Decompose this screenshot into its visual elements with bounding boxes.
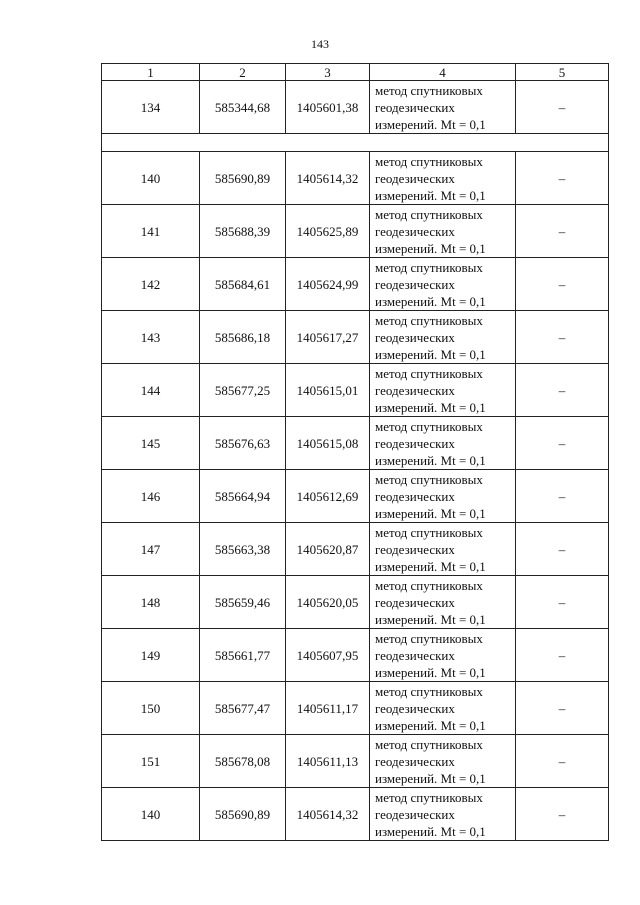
method-line: измерений. Mt = 0,1: [375, 505, 486, 521]
y-coordinate-cell: 1405620,87: [286, 523, 370, 576]
x-coordinate-cell: 585690,89: [200, 788, 286, 841]
method-cell: [370, 81, 516, 134]
method-cell: [370, 311, 516, 364]
method-line: геодезических: [375, 435, 455, 451]
table-row: [102, 576, 609, 629]
y-coordinate-cell: 1405615,08: [286, 417, 370, 470]
method-line: измерений. Mt = 0,1: [375, 770, 486, 786]
note-cell: –: [516, 629, 609, 682]
y-coordinate-cell: 1405625,89: [286, 205, 370, 258]
table-row: [102, 258, 609, 311]
note-cell: –: [516, 788, 609, 841]
method-line: геодезических: [375, 329, 455, 345]
coordinates-table: [101, 63, 609, 841]
x-coordinate-cell: 585678,08: [200, 735, 286, 788]
note-cell: –: [516, 81, 609, 134]
method-line: измерений. Mt = 0,1: [375, 717, 486, 733]
method-line: метод спутниковых: [375, 630, 483, 646]
table-body: [102, 64, 609, 841]
note-cell: –: [516, 735, 609, 788]
point-id-cell: 144: [102, 364, 200, 417]
method-line: измерений. Mt = 0,1: [375, 611, 486, 627]
table-row: [102, 311, 609, 364]
column-header: 2: [200, 64, 286, 81]
method-cell: [370, 523, 516, 576]
y-coordinate-cell: 1405620,05: [286, 576, 370, 629]
point-id-cell: 141: [102, 205, 200, 258]
y-coordinate-cell: 1405607,95: [286, 629, 370, 682]
method-line: метод спутниковых: [375, 206, 483, 222]
table-header-row: [102, 64, 609, 81]
table-row: [102, 152, 609, 205]
method-line: метод спутниковых: [375, 683, 483, 699]
method-line: геодезических: [375, 700, 455, 716]
y-coordinate-cell: 1405611,13: [286, 735, 370, 788]
method-line: измерений. Mt = 0,1: [375, 293, 486, 309]
x-coordinate-cell: 585676,63: [200, 417, 286, 470]
method-line: метод спутниковых: [375, 789, 483, 805]
column-header: 3: [286, 64, 370, 81]
point-id-cell: 142: [102, 258, 200, 311]
point-id-cell: 145: [102, 417, 200, 470]
x-coordinate-cell: 585677,25: [200, 364, 286, 417]
x-coordinate-cell: 585344,68: [200, 81, 286, 134]
method-line: геодезических: [375, 806, 455, 822]
method-cell: [370, 682, 516, 735]
y-coordinate-cell: 1405612,69: [286, 470, 370, 523]
method-line: измерений. Mt = 0,1: [375, 399, 486, 415]
point-id-cell: 151: [102, 735, 200, 788]
note-cell: –: [516, 417, 609, 470]
table-row: [102, 788, 609, 841]
y-coordinate-cell: 1405601,38: [286, 81, 370, 134]
method-cell: [370, 470, 516, 523]
method-line: геодезических: [375, 382, 455, 398]
x-coordinate-cell: 585663,38: [200, 523, 286, 576]
method-line: метод спутниковых: [375, 736, 483, 752]
column-header: 5: [516, 64, 609, 81]
x-coordinate-cell: 585686,18: [200, 311, 286, 364]
x-coordinate-cell: 585690,89: [200, 152, 286, 205]
method-cell: [370, 364, 516, 417]
method-line: геодезических: [375, 488, 455, 504]
note-cell: –: [516, 523, 609, 576]
point-id-cell: 150: [102, 682, 200, 735]
table-row: [102, 205, 609, 258]
method-line: метод спутниковых: [375, 259, 483, 275]
method-line: измерений. Mt = 0,1: [375, 240, 486, 256]
method-line: геодезических: [375, 170, 455, 186]
x-coordinate-cell: 585659,46: [200, 576, 286, 629]
method-line: геодезических: [375, 753, 455, 769]
method-line: метод спутниковых: [375, 153, 483, 169]
point-id-cell: 148: [102, 576, 200, 629]
method-cell: [370, 152, 516, 205]
y-coordinate-cell: 1405624,99: [286, 258, 370, 311]
method-line: геодезических: [375, 541, 455, 557]
column-header: 4: [370, 64, 516, 81]
table-row: [102, 523, 609, 576]
method-cell: [370, 205, 516, 258]
method-line: метод спутниковых: [375, 365, 483, 381]
method-cell: [370, 258, 516, 311]
point-id-cell: 134: [102, 81, 200, 134]
table-row: [102, 417, 609, 470]
point-id-cell: 140: [102, 152, 200, 205]
method-line: геодезических: [375, 276, 455, 292]
note-cell: –: [516, 311, 609, 364]
point-id-cell: 140: [102, 788, 200, 841]
y-coordinate-cell: 1405614,32: [286, 788, 370, 841]
x-coordinate-cell: 585684,61: [200, 258, 286, 311]
method-line: измерений. Mt = 0,1: [375, 187, 486, 203]
y-coordinate-cell: 1405617,27: [286, 311, 370, 364]
table-row: [102, 629, 609, 682]
method-line: измерений. Mt = 0,1: [375, 823, 486, 839]
method-line: измерений. Mt = 0,1: [375, 558, 486, 574]
gap-cell: [102, 134, 609, 152]
column-header: 1: [102, 64, 200, 81]
method-cell: [370, 788, 516, 841]
method-line: измерений. Mt = 0,1: [375, 346, 486, 362]
y-coordinate-cell: 1405615,01: [286, 364, 370, 417]
table-row: [102, 81, 609, 134]
note-cell: –: [516, 682, 609, 735]
method-line: геодезических: [375, 594, 455, 610]
page-number: 143: [311, 37, 329, 51]
note-cell: –: [516, 470, 609, 523]
method-cell: [370, 576, 516, 629]
x-coordinate-cell: 585661,77: [200, 629, 286, 682]
table-row: [102, 682, 609, 735]
point-id-cell: 149: [102, 629, 200, 682]
method-line: метод спутниковых: [375, 524, 483, 540]
method-line: геодезических: [375, 99, 455, 115]
x-coordinate-cell: 585688,39: [200, 205, 286, 258]
method-line: геодезических: [375, 223, 455, 239]
method-line: измерений. Mt = 0,1: [375, 664, 486, 680]
note-cell: –: [516, 576, 609, 629]
method-line: метод спутниковых: [375, 418, 483, 434]
note-cell: –: [516, 205, 609, 258]
method-cell: [370, 735, 516, 788]
method-line: измерений. Mt = 0,1: [375, 116, 486, 132]
x-coordinate-cell: 585664,94: [200, 470, 286, 523]
method-cell: [370, 629, 516, 682]
note-cell: –: [516, 258, 609, 311]
table-row: [102, 364, 609, 417]
y-coordinate-cell: 1405611,17: [286, 682, 370, 735]
point-id-cell: 147: [102, 523, 200, 576]
note-cell: –: [516, 152, 609, 205]
point-id-cell: 143: [102, 311, 200, 364]
method-line: метод спутниковых: [375, 312, 483, 328]
method-line: метод спутниковых: [375, 577, 483, 593]
method-line: геодезических: [375, 647, 455, 663]
method-line: измерений. Mt = 0,1: [375, 452, 486, 468]
table-row: [102, 735, 609, 788]
method-line: метод спутниковых: [375, 471, 483, 487]
table-gap-row: [102, 134, 609, 152]
table-row: [102, 470, 609, 523]
note-cell: –: [516, 364, 609, 417]
x-coordinate-cell: 585677,47: [200, 682, 286, 735]
y-coordinate-cell: 1405614,32: [286, 152, 370, 205]
method-cell: [370, 417, 516, 470]
method-line: метод спутниковых: [375, 82, 483, 98]
point-id-cell: 146: [102, 470, 200, 523]
